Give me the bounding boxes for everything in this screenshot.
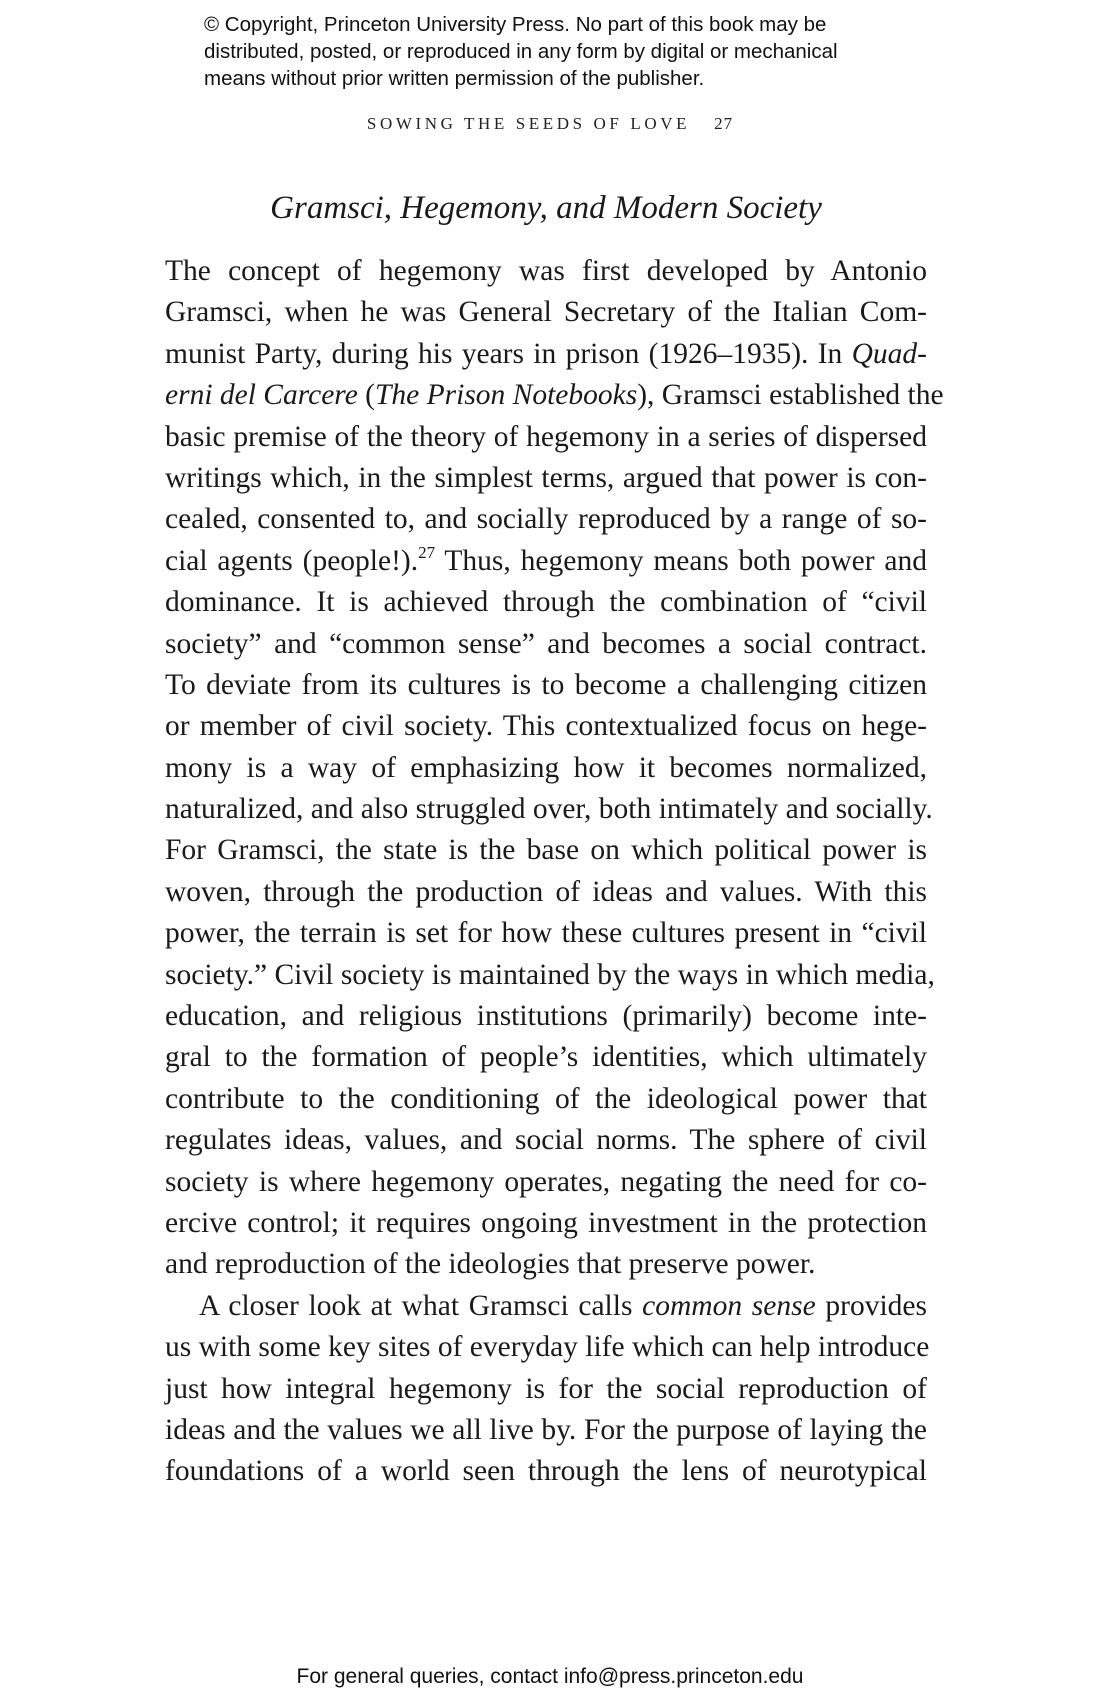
text-line: society is where hegemony operates, negating the need for co- [165,1165,927,1198]
text-line: erni del Carcere (The Prison Notebooks), Gramsci established the [165,379,944,412]
text-line: foundations of a world seen through the lens of neurotypical [165,1455,927,1488]
text-line: or member of civil society. This contextualized focus on hege- [165,710,927,743]
italic-text: The Prison Notebooks [375,379,638,412]
text-line: woven, through the production of ideas and values. With this [165,875,927,908]
text-line: cealed, consented to, and socially reproduced by a range of so- [165,503,927,536]
text-line: ercive control; it requires ongoing investment in the protection [165,1206,927,1239]
italic-text: Quad- [851,337,927,370]
text-line: and reproduction of the ideologies that preserve power. [165,1248,816,1281]
text-line: education, and religious institutions (primarily) become inte- [165,1000,927,1033]
footnote-ref: 27 [418,542,436,562]
text-line: society” and “common sense” and becomes a social contract. [165,627,927,660]
text-line: just how integral hegemony is for the social reproduction of [165,1372,927,1405]
text-line: dominance. It is achieved through the combination of “civil [165,586,927,619]
text-line: munist Party, during his years in prison (1926–1935). In Quad- [165,337,927,370]
text-line: contribute to the conditioning of the ideological power that [165,1082,927,1115]
copyright-line: © Copyright, Princeton University Press. No part of this book may be [204,13,827,36]
text-line: mony is a way of emphasizing how it becomes normalized, [165,751,927,784]
body-text [165,251,944,1493]
text-line: A closer look at what Gramsci calls common sense provides [199,1289,927,1322]
text-line: To deviate from its cultures is to become a challenging citizen [165,668,927,701]
text-line: Gramsci, when he was General Secretary of the Italian Com- [165,296,927,329]
text-line: us with some key sites of everyday life which can help introduce [165,1331,930,1364]
text-line: naturalized, and also struggled over, both intimately and socially. [165,793,933,826]
running-head [0,114,1100,134]
running-head-title: SOWING THE SEEDS OF LOVE [366,114,691,133]
italic-text: common sense [642,1289,816,1322]
text-line: power, the terrain is set for how these cultures present in “civil [165,917,927,950]
text-line: writings which, in the simplest terms, argued that power is con- [165,461,927,494]
text-line: regulates ideas, values, and social norms. The sphere of civil [165,1124,927,1157]
text-line: basic premise of the theory of hegemony in a series of dispersed [165,420,927,453]
copyright-line: means without prior written permission of the publisher. [204,67,705,90]
text-line: For Gramsci, the state is the base on which political power is [165,834,927,867]
text-line: ideas and the values we all live by. For the purpose of laying the [165,1413,927,1446]
italic-text: erni del Carcere [165,379,358,412]
page-number: 27 [714,114,734,133]
section-title: Gramsci, Hegemony, and Modern Society [270,190,822,226]
text-line: cial agents (people!).$^{27}$ Thus, hegemony means both power and [165,542,927,577]
text-line: society.” Civil society is maintained by the ways in which media, [165,958,935,991]
copyright-notice [204,11,964,92]
copyright-line: distributed, posted, or reproduced in any form by digital or mechanical [204,40,838,63]
text-line: gral to the formation of people’s identities, which ultimately [165,1041,927,1074]
footer-contact: For general queries, contact info@press.princeton.edu [296,1665,804,1688]
text-line: The concept of hegemony was first developed by Antonio [165,255,927,287]
